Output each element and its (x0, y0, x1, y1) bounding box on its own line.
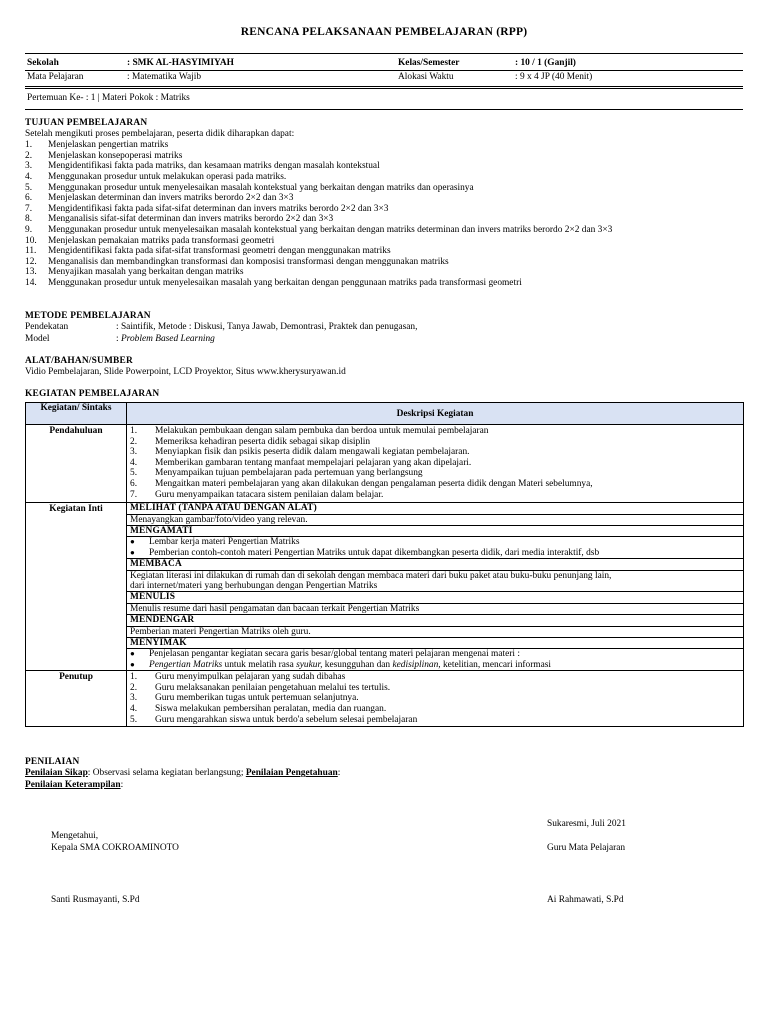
list-item-text: Mengidentifikasi fakta pada sifat-sifat determinan dan invers matriks berordo 2×2 dan 3×3 (48, 203, 389, 214)
list-item-text: Memberikan gambaran tentang manfaat mempelajari pelajaran yang akan dipelajari. (155, 457, 472, 468)
list-item-text: Menggunakan prosedur untuk menyelesaikan masalah kontekstual yang berkaitan dengan matriks determinan dan invers matriks berordo 2×2 dan 3×3 (48, 224, 613, 235)
sekolah-label: Sekolah (27, 58, 59, 68)
list-item (25, 214, 743, 225)
divider (25, 88, 743, 89)
divider (25, 53, 743, 54)
kepala-title: Kepala SMA COKROAMINOTO (51, 843, 179, 853)
alokasi-value: : 9 x 4 JP (40 Menit) (515, 72, 593, 82)
list-item-text: Siswa melakukan pembersihan peralatan, media dan ruangan. (155, 703, 387, 714)
guru-name: Ai Rahmawati, S.Pd (547, 895, 624, 905)
list-item-number: 2. (130, 436, 138, 447)
list-item-text: Lembar kerja materi Pengertian Matriks (149, 537, 300, 548)
list-item-number: 2. (25, 150, 33, 161)
list-item-text: Memeriksa kehadiran peserta didik sebagai sikap disiplin (155, 436, 371, 447)
list-item-text: Guru mengarahkan siswa untuk berdo'a sebelum selesai pembelajaran (155, 714, 418, 725)
list-item-text: Pemberian contoh-contoh materi Pengertian Matriks untuk dapat dikembangkan peserta didik, dari media interaktif, dsb (149, 547, 600, 558)
list-item-text: Menjelaskan determinan dan invers matriks berordo 2×2 dan 3×3 (48, 193, 294, 204)
kegiatan-heading: KEGIATAN PEMBELAJARAN (25, 389, 160, 399)
pendekatan-value: : Saintifik, Metode : Diskusi, Tanya Jawab, Demontrasi, Praktek dan penugasan, (116, 322, 418, 333)
list-item: ● Penjelasan pengantar kegiatan secara garis besar/global tentang materi pelajaran mengenai materi : (130, 649, 520, 660)
melihat-heading: MELIHAT (TANPA ATAU DENGAN ALAT) (127, 503, 743, 514)
mengamati-heading: MENGAMATI (127, 526, 743, 537)
list-item-number: 4. (130, 703, 138, 714)
model-colon: : (116, 333, 121, 344)
col-header-deskripsi: Deskripsi Kegiatan (127, 403, 744, 425)
list-item-text: Mengidentifikasi fakta pada matriks, dan kesamaan matriks dengan masalah kontekstual (48, 161, 380, 172)
list-item-number: 13. (25, 267, 37, 278)
list-item-text: Menggunakan prosedur untuk menyelesaikan masalah kontekstual yang berkaitan dengan matriks dan operasinya (48, 182, 474, 193)
list-item (127, 490, 743, 501)
penilaian-row-1 (25, 768, 743, 780)
kepala-name: Santi Rusmayanti, S.Pd (51, 895, 140, 905)
list-item-number: 4. (25, 171, 33, 182)
list-item-text: Menganalisis dan membandingkan transformasi dan komposisi transformasi dengan menggunakan matriks (48, 256, 449, 267)
list-item-number: 6. (130, 478, 138, 489)
divider (25, 109, 743, 110)
penutup-label: Penutup (26, 671, 127, 727)
page-title: RENCANA PELAKSANAAN PEMBELAJARAN (RPP) (240, 26, 528, 38)
list-item-text: Melakukan pembukaan dengan salam pembuka dan berdoa untuk memulai pembelajaran (155, 426, 489, 436)
list-item-text: Menyampaikan tujuan pembelajaran pada pertemuan yang berlangsung (155, 468, 423, 479)
list-item (127, 704, 743, 715)
list-item-number: 1. (25, 140, 33, 151)
list-item-number: 9. (25, 224, 33, 235)
list-item-number: 1. (130, 426, 138, 436)
list-item-text: Menjelaskan konsepoperasi matriks (48, 150, 183, 161)
tujuan-intro: Setelah mengikuti proses pembelajaran, peserta didik diharapkan dapat: (25, 129, 295, 140)
list-item-text: Mengaitkan materi pembelajaran yang akan dilakukan dengan pengalaman peserta didik dengan Materi sebelumnya, (155, 478, 593, 489)
list-item-number: 7. (130, 489, 138, 500)
keterampilan-label: Penilaian Keterampilan (25, 780, 121, 791)
info-row-mapel (25, 72, 743, 84)
sekolah-value: : SMK AL-HASYIMIYAH (127, 58, 234, 68)
list-item (127, 437, 743, 448)
list-item-text: Menggunakan prosedur untuk melakukan operasi pada matriks. (48, 171, 287, 182)
list-item-text: Menyajikan masalah yang berkaitan dengan matriks (48, 267, 244, 278)
kegiatan-section (25, 389, 743, 400)
list-item (127, 548, 743, 558)
alat-heading: ALAT/BAHAN/SUMBER (25, 356, 133, 366)
menyimak-heading: MENYIMAK (127, 638, 743, 649)
menyimak-list (127, 649, 743, 670)
list-item-number: 3. (130, 447, 138, 458)
pertemuan-text: Pertemuan Ke- : 1 | Materi Pokok : Matriks (27, 93, 190, 103)
list-item (127, 715, 743, 726)
mapel-label: Mata Pelajaran (27, 72, 84, 82)
penilaian-heading: PENILAIAN (25, 757, 80, 767)
list-item-number: 8. (25, 214, 33, 225)
list-item (25, 225, 743, 236)
pengetahuan-label: Penilaian Pengetahuan (245, 768, 338, 779)
list-item (25, 193, 743, 204)
menulis-heading: MENULIS (127, 592, 743, 603)
list-item (127, 447, 743, 458)
menulis-text: Menulis resume dari hasil pengamatan dan bacaan terkait Pengertian Matriks (127, 604, 743, 615)
membaca-heading: MEMBACA (127, 559, 743, 570)
list-item-text: Menjelaskan pemakaian matriks pada transformasi geometri (48, 235, 275, 246)
metode-section (25, 311, 743, 345)
list-item-number: 10. (25, 235, 37, 246)
table-header-row (26, 403, 744, 425)
divider (25, 86, 743, 87)
pengetahuan-value: : (337, 768, 341, 779)
tujuan-section (25, 118, 743, 289)
place-date: Sukaresmi, Juli 2021 (547, 819, 626, 829)
kelas-label: Kelas/Semester (398, 58, 460, 68)
list-item-number: 5. (25, 182, 33, 193)
membaca-text-line1: Kegiatan literasi ini dilakukan di rumah dan di sekolah dengan membaca materi dari buku paket atau buku-buku penunjang lain, (130, 570, 612, 581)
sikap-label: Penilaian Sikap (25, 768, 88, 779)
penutup-list (127, 671, 743, 726)
list-item (127, 672, 743, 683)
sikap-value: : Observasi selama kegiatan berlangsung; (87, 768, 246, 779)
list-item (127, 479, 743, 490)
kelas-value: : 10 / 1 (Ganjil) (515, 58, 576, 68)
info-row-pertemuan (25, 93, 743, 105)
mengamati-list (127, 537, 743, 558)
list-item (127, 537, 743, 547)
list-item (127, 426, 743, 437)
list-item-text: Menjelaskan pengertian matriks (48, 140, 169, 151)
model-row (25, 334, 743, 345)
list-item-number: 12. (25, 256, 37, 267)
tujuan-list (25, 140, 743, 288)
list-item-text: Menyiapkan fisik dan psikis peserta didik dalam mengawali kegiatan pembelajaran. (155, 447, 470, 458)
pendekatan-label: Pendekatan (25, 322, 69, 333)
table-row-pendahuluan (26, 425, 744, 503)
list-item-number: 1. (130, 672, 138, 683)
bullet-icon: ● (130, 547, 135, 557)
alat-text: Vidio Pembelajaran, Slide Powerpoint, LCD Proyektor, Situs www.kherysuryawan.id (25, 367, 346, 378)
col-header-sintaks: Kegiatan/ Sintaks (26, 403, 127, 425)
list-item-number: 5. (130, 468, 138, 479)
list-item-number: 4. (130, 457, 138, 468)
pendahuluan-list (127, 425, 743, 502)
list-item (127, 468, 743, 479)
list-item-text: Menggunakan prosedur untuk menyelesaikan masalah yang berkaitan dengan penggunaan matriks pada transformasi geometri (48, 277, 522, 288)
mapel-value: : Matematika Wajib (127, 72, 202, 82)
penilaian-section (25, 757, 743, 792)
guru-title: Guru Mata Pelajaran (547, 843, 626, 853)
list-item-number: 11. (25, 246, 37, 257)
list-item (25, 246, 743, 257)
model-value: Problem Based Learning (120, 333, 215, 344)
list-item (127, 693, 743, 704)
list-item-text: Guru menyampaikan tatacara sistem penilaian dalam belajar. (155, 489, 384, 500)
mendengar-heading: MENDENGAR (127, 615, 743, 626)
pendekatan-row (25, 322, 743, 333)
mengetahui-text: Mengetahui, (51, 831, 99, 841)
metode-heading: METODE PEMBELAJARAN (25, 311, 151, 321)
model-label: Model (25, 333, 50, 344)
list-item-text: Menganalisis sifat-sifat determinan dan invers matriks berordo 2×2 dan 3×3 (48, 214, 334, 225)
info-row-sekolah (25, 58, 743, 70)
penilaian-row-2 (25, 780, 743, 792)
list-item (127, 683, 743, 694)
list-item (25, 140, 743, 151)
list-item-number: 14. (25, 277, 37, 288)
list-item-number: 2. (130, 682, 138, 693)
alokasi-label: Alokasi Waktu (398, 72, 454, 82)
list-item (25, 204, 743, 215)
list-item (25, 267, 743, 278)
list-item (25, 278, 743, 289)
list-item-text: Guru memberikan tugas untuk pertemuan selanjutnya. (155, 693, 359, 704)
list-item: ● Pengertian Matriks untuk melatih rasa syukur, kesungguhan dan kedisiplinan, ketelitian, mencari informasi (130, 659, 552, 670)
list-item (25, 257, 743, 268)
list-item (25, 161, 743, 172)
list-item (25, 151, 743, 162)
inti-label: Kegiatan Inti (26, 503, 127, 671)
melihat-text: Menayangkan gambar/foto/video yang relevan. (127, 515, 743, 526)
list-item (127, 458, 743, 469)
table-row-penutup (26, 671, 744, 727)
list-item-text: Mengidentifikasi fakta pada sifat-sifat transformasi geometri dengan menggunakan matriks (48, 246, 391, 257)
list-item-text: Guru melaksanakan penilaian pengetahuan melalui tes tertulis. (155, 682, 391, 693)
pendahuluan-label: Pendahuluan (26, 425, 127, 503)
membaca-text-line2: dari internet/materi yang berhubungan dengan Pengertian Matriks (130, 580, 378, 591)
divider (25, 70, 743, 71)
bullet-icon: ● (130, 537, 135, 547)
list-item-text: Guru menyimpulkan pelajaran yang sudah dibahas (155, 672, 346, 683)
list-item (25, 172, 743, 183)
list-item (25, 236, 743, 247)
alat-section (25, 356, 743, 378)
list-item-number: 5. (130, 714, 138, 725)
list-item-number: 3. (25, 161, 33, 172)
list-item-number: 6. (25, 193, 33, 204)
membaca-text (127, 571, 743, 593)
table-row-inti (26, 503, 744, 671)
list-item-number: 3. (130, 693, 138, 704)
keterampilan-value: : (120, 780, 124, 791)
tujuan-heading: TUJUAN PEMBELAJARAN (25, 118, 148, 128)
kegiatan-table (25, 402, 744, 727)
list-item-number: 7. (25, 203, 33, 214)
list-item (25, 183, 743, 194)
mendengar-text: Pemberian materi Pengertian Matriks oleh guru. (127, 627, 743, 638)
